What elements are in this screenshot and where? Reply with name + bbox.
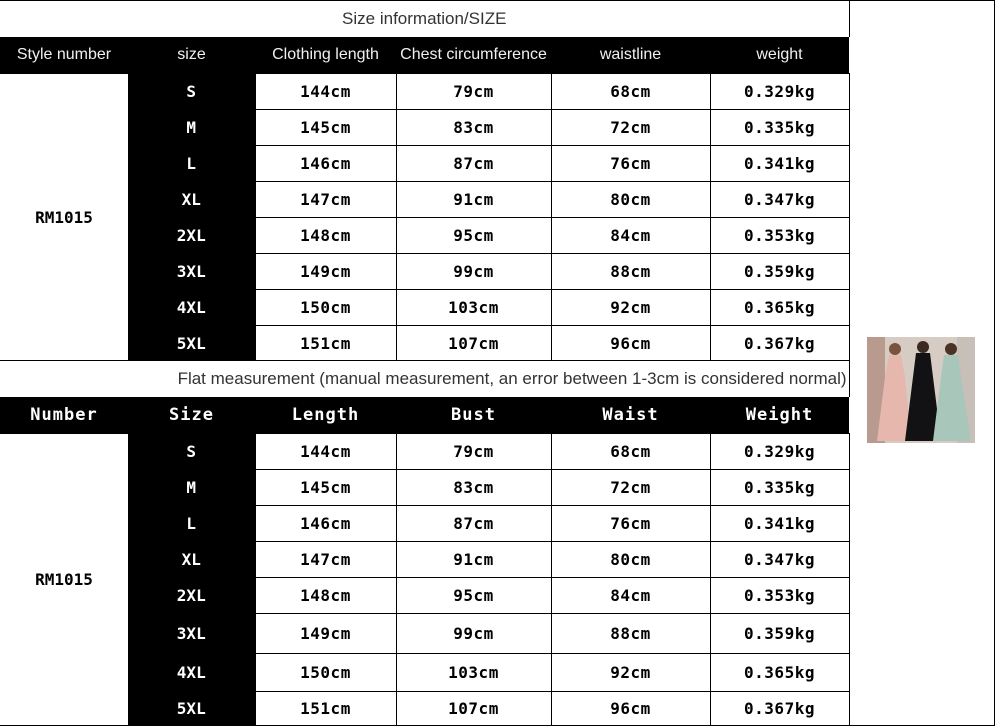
waist-cell: 72cm [551,110,710,146]
weight-cell: 0.335kg [710,110,849,146]
size-cell: L [128,506,255,542]
header-clothing-length: Clothing length [255,37,396,74]
table-row [0,470,849,506]
table-row [0,578,849,614]
header-number: Number [0,397,128,434]
chest-cell: 103cm [396,290,551,326]
size-cell: M [128,110,255,146]
waist-cell: 92cm [551,654,710,692]
waist-cell: 80cm [551,182,710,218]
waist-cell: 80cm [551,542,710,578]
length-cell: 144cm [255,434,396,470]
weight-cell: 0.365kg [710,290,849,326]
size-cell: XL [128,182,255,218]
chest-cell: 79cm [396,74,551,110]
chest-cell: 95cm [396,218,551,254]
weight-cell: 0.347kg [710,542,849,578]
size-cell: 4XL [128,654,255,692]
size-cell: 2XL [128,218,255,254]
table-row [0,654,849,692]
length-cell: 150cm [255,654,396,692]
style-number-cell: RM1015 [0,74,128,362]
style-number-cell: RM1015 [0,434,128,726]
table-row [0,290,849,326]
table-row [0,182,849,218]
weight-cell: 0.347kg [710,182,849,218]
table-row [0,74,849,110]
table-2-header-row [0,397,849,434]
length-cell: 145cm [255,110,396,146]
size-cell: M [128,470,255,506]
table-row [0,146,849,182]
length-cell: 150cm [255,290,396,326]
chest-cell: 91cm [396,542,551,578]
size-cell: 3XL [128,254,255,290]
chest-cell: 107cm [396,692,551,726]
chest-cell: 95cm [396,578,551,614]
table-row [0,506,849,542]
weight-cell: 0.341kg [710,506,849,542]
weight-cell: 0.367kg [710,692,849,726]
table-row [0,254,849,290]
weight-cell: 0.365kg [710,654,849,692]
size-cell: 3XL [128,614,255,654]
table-row [0,692,849,726]
table-row [0,218,849,254]
waist-cell: 76cm [551,506,710,542]
header-length: Length [255,397,396,434]
waist-cell: 84cm [551,578,710,614]
weight-cell: 0.341kg [710,146,849,182]
size-cell: 4XL [128,290,255,326]
size-cell: 5XL [128,692,255,726]
table-row [0,434,849,470]
product-photo [867,337,975,443]
header-waist: Waist [551,397,710,434]
weight-cell: 0.359kg [710,254,849,290]
chest-cell: 87cm [396,506,551,542]
table-1-title-row [0,1,849,37]
length-cell: 151cm [255,326,396,362]
table-2-title: Flat measurement (manual measurement, an error between 1-3cm is considered normal) [0,361,849,397]
size-cell: 2XL [128,578,255,614]
length-cell: 148cm [255,578,396,614]
table-1-header-row [0,37,849,74]
waist-cell: 96cm [551,326,710,362]
table-row [0,110,849,146]
chest-cell: 83cm [396,470,551,506]
size-cell: S [128,434,255,470]
waist-cell: 88cm [551,254,710,290]
header-weight: Weight [710,397,849,434]
chest-cell: 99cm [396,254,551,290]
chest-cell: 99cm [396,614,551,654]
waist-cell: 92cm [551,290,710,326]
length-cell: 147cm [255,542,396,578]
size-cell: S [128,74,255,110]
chest-cell: 107cm [396,326,551,362]
table-row [0,542,849,578]
header-style-number: Style number [0,37,128,74]
table-2-title-row [0,361,849,397]
header-waistline: waistline [551,37,710,74]
header-bust: Bust [396,397,551,434]
waist-cell: 84cm [551,218,710,254]
waist-cell: 76cm [551,146,710,182]
header-size: Size [128,397,255,434]
table-row [0,326,849,362]
weight-cell: 0.367kg [710,326,849,362]
length-cell: 149cm [255,614,396,654]
dress-models-illustration [867,337,975,443]
waist-cell: 96cm [551,692,710,726]
weight-cell: 0.353kg [710,578,849,614]
table-row [0,614,849,654]
chest-cell: 91cm [396,182,551,218]
weight-cell: 0.353kg [710,218,849,254]
length-cell: 147cm [255,182,396,218]
header-weight: weight [710,37,849,74]
chest-cell: 79cm [396,434,551,470]
length-cell: 149cm [255,254,396,290]
weight-cell: 0.335kg [710,470,849,506]
waist-cell: 68cm [551,434,710,470]
waist-cell: 68cm [551,74,710,110]
length-cell: 145cm [255,470,396,506]
size-cell: 5XL [128,326,255,362]
chest-cell: 83cm [396,110,551,146]
size-cell: L [128,146,255,182]
length-cell: 146cm [255,506,396,542]
length-cell: 146cm [255,146,396,182]
chest-cell: 103cm [396,654,551,692]
length-cell: 144cm [255,74,396,110]
size-cell: XL [128,542,255,578]
length-cell: 148cm [255,218,396,254]
weight-cell: 0.359kg [710,614,849,654]
size-table-1 [0,0,850,362]
weight-cell: 0.329kg [710,74,849,110]
size-table-2 [0,360,850,726]
length-cell: 151cm [255,692,396,726]
table-1-title: Size information/SIZE [0,1,849,37]
waist-cell: 88cm [551,614,710,654]
weight-cell: 0.329kg [710,434,849,470]
waist-cell: 72cm [551,470,710,506]
chest-cell: 87cm [396,146,551,182]
header-chest-circumference: Chest circumference [396,37,551,74]
header-size: size [128,37,255,74]
